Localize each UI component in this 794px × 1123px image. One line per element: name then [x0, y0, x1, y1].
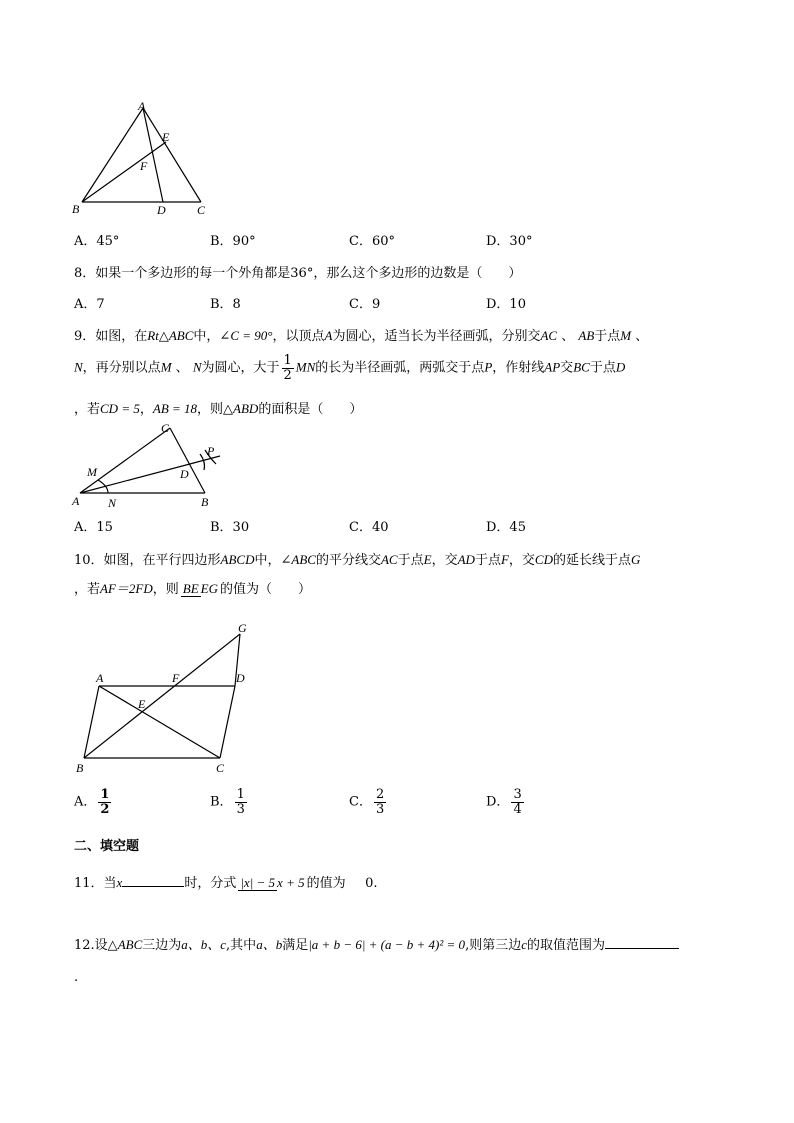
q7-option-c: C．60° — [349, 234, 395, 249]
fig10-label-a: A — [96, 671, 104, 685]
fig9-label-c: C — [161, 421, 170, 435]
q9-line-3: ，若CD = 5，AB = 18，则△ABD的面积是（ ） — [74, 401, 363, 417]
fig7-label-e: E — [162, 130, 170, 144]
q8-text: 8．如果一个多边形的每一个外角都是36°，那么这个多边形的边数是（ ） — [74, 266, 522, 281]
fig9-label-p: P — [207, 444, 215, 458]
fig9-label-d: D — [180, 467, 189, 481]
fig10-label-c: C — [216, 761, 225, 775]
q9-option-c: C．40 — [349, 520, 389, 535]
section-2-title: 二、填空题 — [74, 839, 140, 854]
q9-option-a: A．15 — [74, 520, 113, 535]
q12-blank[interactable] — [605, 948, 679, 949]
q11-line: 11．当x 时，分式 |x| − 5 x + 5 的值为 0. — [74, 875, 378, 891]
q10-option-a: A． $\frac{1}{2}$ — [74, 787, 110, 817]
q10-line-2: ，若AF＝2FD，则 BE EG 的值为（ ） — [74, 581, 311, 597]
q10-be-eg-fraction: BE EG — [182, 581, 218, 597]
q10-option-b: B． $\frac{1}{3}$ — [210, 787, 245, 817]
fig10-label-e: E — [138, 697, 146, 711]
fig7-label-f: F — [140, 159, 148, 173]
figure-q10-parallelogram — [72, 618, 262, 776]
figure-q9-triangle — [70, 418, 230, 514]
q10-option-c: C． $\frac{2}{3}$ — [349, 787, 385, 817]
fig10-label-g: G — [238, 621, 247, 635]
q10-option-d: D． $\frac{3}{4}$ — [486, 787, 522, 817]
q9-line-2: N，再分别以点M 、 N为圆心，大于 $\frac{1}{2}$ MN的长为半径画弧，两弧交于点P，作射线AP交BC于点D — [74, 353, 626, 383]
fig9-label-n: N — [108, 496, 117, 510]
fig10-label-d: D — [236, 671, 245, 685]
q9-option-d: D．45 — [486, 520, 526, 535]
q9-line-1: 9．如图，在Rt△ABC中，∠C = 90°，以顶点A为圆心，适当长为半径画弧，分别交AC 、 AB于点M 、 — [74, 328, 649, 344]
fig7-label-b: B — [72, 202, 80, 216]
fig7-label-c: C — [197, 203, 206, 217]
figure-q7-triangle — [70, 98, 220, 218]
q10-line-1: 10．如图，在平行四边形ABCD中，∠ABC的平分线交AC于点E，交AD于点F，交CD的延长线于点G — [74, 552, 641, 568]
fig7-label-d: D — [157, 203, 166, 217]
fig9-label-b: B — [201, 495, 209, 509]
q12-trailing-dot: . — [74, 970, 79, 985]
q7-option-d: D．30° — [486, 234, 533, 249]
fig7-label-a: A — [138, 99, 146, 113]
fig9-label-a: A — [72, 494, 80, 508]
q8-option-a: A．7 — [74, 297, 105, 312]
q9-half-fraction: $\frac{1}{2}$ — [283, 353, 292, 383]
q8-option-b: B．8 — [210, 297, 241, 312]
q8-option-c: C．9 — [349, 297, 381, 312]
fig10-label-b: B — [76, 761, 84, 775]
q7-option-b: B．90° — [210, 234, 256, 249]
q11-fraction: |x| − 5 x + 5 — [240, 875, 305, 891]
q11-blank[interactable] — [122, 886, 184, 887]
fig10-label-f: F — [172, 671, 180, 685]
q9-option-b: B．30 — [210, 520, 250, 535]
q12-line: 12.设△ABC三边为a、b、c,其中a、b满足|a + b − 6| + (a − b + 4)² = 0,则第三边c的取值范围为 — [74, 934, 679, 953]
q8-option-d: D．10 — [486, 297, 526, 312]
q7-option-a: A．45° — [74, 234, 120, 249]
fig9-label-m: M — [87, 465, 97, 479]
